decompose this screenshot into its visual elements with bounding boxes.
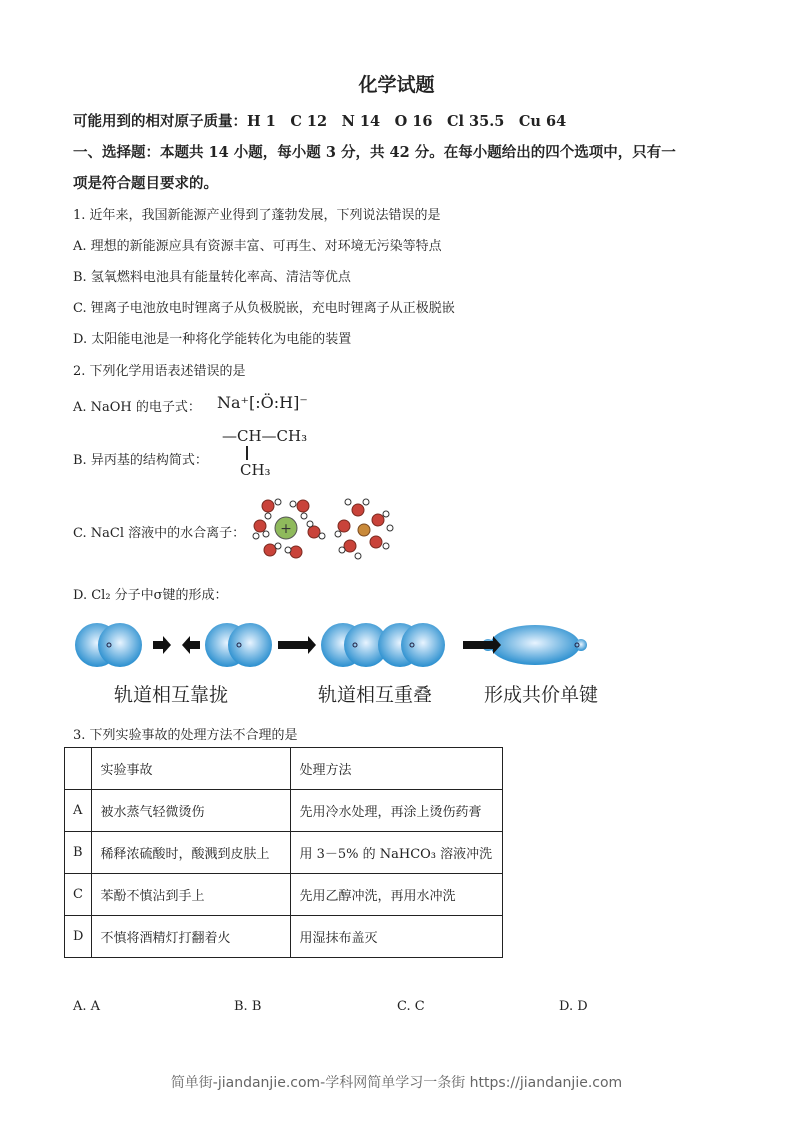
- q1-option-d: D. 太阳能电池是一种将化学能转化为电能的装置: [73, 332, 352, 347]
- header-method: 处理方法: [291, 748, 503, 790]
- bond-line: [246, 446, 248, 460]
- atomic-masses: 可能用到的相对原子质量：H 1 C 12 N 14 O 16 Cl 35.5 Cu 64: [73, 113, 567, 130]
- q3-stem: 3. 下列实验事故的处理方法不合理的是: [73, 728, 298, 743]
- q1-option-c: C. 锂离子电池放电时锂离子从负极脱嵌，充电时锂离子从正极脱嵌: [73, 301, 455, 316]
- table-row: B 稀释浓硫酸时，酸溅到皮肤上 用 3－5% 的 NaHCO₃ 溶液冲洗: [65, 832, 503, 874]
- table-header: [65, 748, 503, 790]
- table-row: D 不慎将酒精灯打翻着火 用湿抹布盖灭: [65, 916, 503, 958]
- q2-option-b: B. 异丙基的结构简式：: [73, 453, 208, 468]
- svg-text:+: +: [280, 521, 292, 537]
- header-accident: 实验事故: [92, 748, 291, 790]
- q2-option-d: D. Cl₂ 分子中σ键的形成：: [73, 588, 228, 603]
- section-heading-2: 项是符合题目要求的。: [73, 175, 218, 192]
- step-overlap: 轨道相互重叠: [318, 684, 433, 706]
- choice-d: D. D: [559, 999, 588, 1014]
- choice-b: B. B: [234, 999, 262, 1014]
- footer-watermark: 简单街-jiandanjie.com-学科网简单学习一条街 https://jiandanjie.com: [170, 1075, 623, 1091]
- page-title: 化学试题: [358, 74, 435, 96]
- sigma-bond-diagram: [70, 618, 630, 678]
- choice-a: A. A: [73, 999, 101, 1014]
- q2-option-c: C. NaCl 溶液中的水合离子：: [73, 526, 246, 541]
- table-row: C 苯酚不慎沾到手上 先用乙醇冲洗，再用水冲洗: [65, 874, 503, 916]
- choice-c: C. C: [397, 999, 425, 1014]
- accident-table: [64, 747, 503, 958]
- table-row: A 被水蒸气轻微烫伤 先用冷水处理，再涂上烫伤药膏: [65, 790, 503, 832]
- isopropyl-bottom: CH₃: [240, 461, 271, 479]
- q1-option-a: A. 理想的新能源应具有资源丰富、可再生、对环境无污染等特点: [73, 239, 442, 254]
- q2-option-a: A. NaOH 的电子式：: [73, 400, 201, 415]
- naoh-electron-formula: Na⁺[:Ö:H]⁻: [217, 393, 308, 412]
- q1-option-b: B. 氢氧燃料电池具有能量转化率高、清洁等优点: [73, 270, 351, 285]
- isopropyl-top: —CH—CH₃: [222, 427, 308, 445]
- hydrated-ions-image: [248, 494, 403, 562]
- step-approach: 轨道相互靠拢: [114, 684, 229, 706]
- step-bond: 形成共价单键: [484, 684, 599, 706]
- q2-stem: 2. 下列化学用语表述错误的是: [73, 364, 246, 379]
- q1-stem: 1. 近年来，我国新能源产业得到了蓬勃发展，下列说法错误的是: [73, 208, 441, 223]
- section-heading: 一、选择题：本题共 14 小题，每小题 3 分，共 42 分。在每小题给出的四个选项中，只有一: [73, 144, 676, 161]
